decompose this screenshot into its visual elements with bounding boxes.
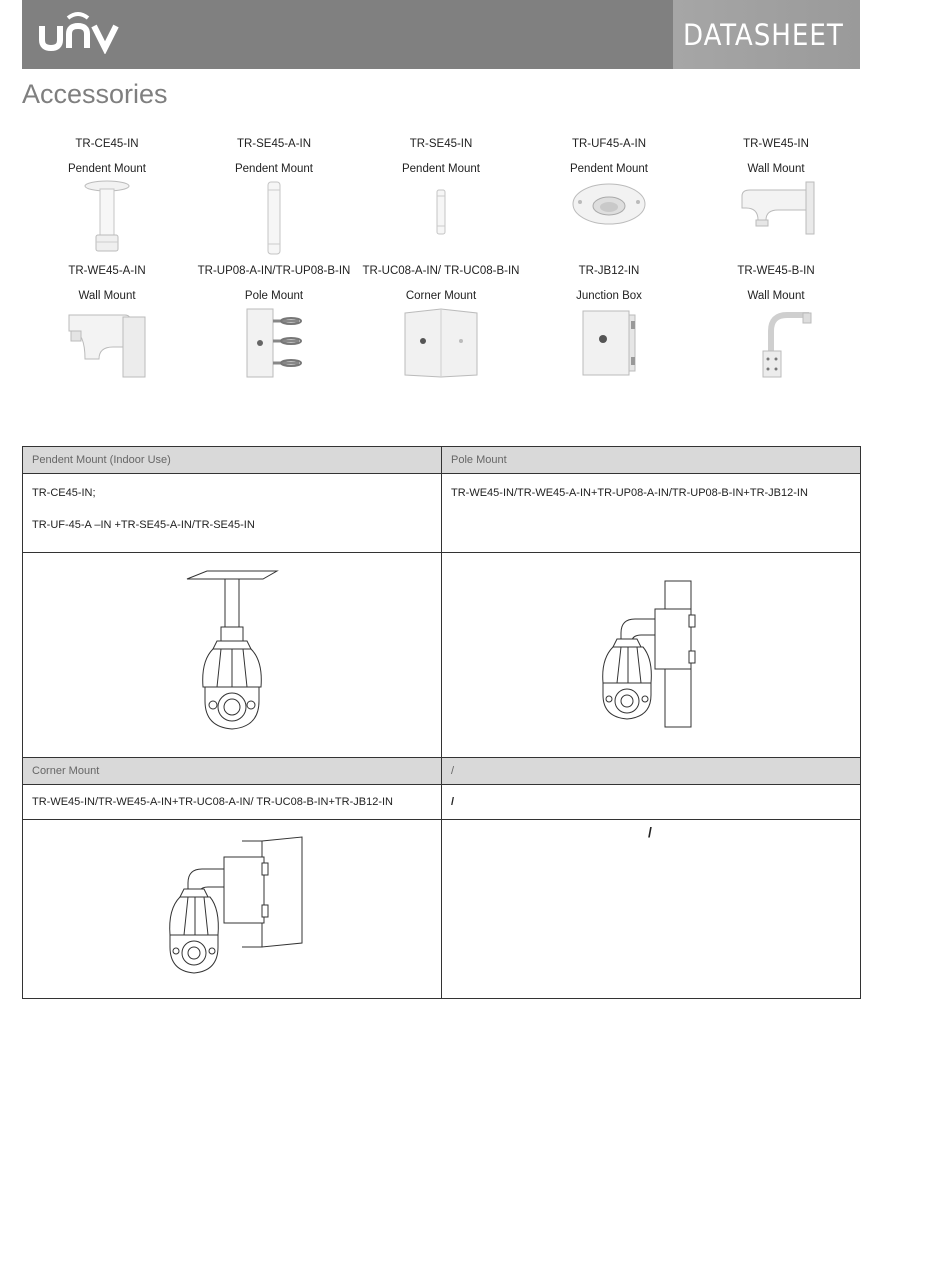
unv-logo <box>38 8 124 54</box>
accessory-type: Wall Mount <box>747 163 805 175</box>
accessory-item <box>691 264 861 379</box>
pole-mount-icon <box>243 307 305 379</box>
accessory-item <box>22 137 192 256</box>
table-header-row <box>23 447 861 474</box>
accessory-item <box>189 137 359 256</box>
accessory-code: TR-UF45-A-IN <box>571 138 647 150</box>
accessory-type: Pendent Mount <box>569 163 648 175</box>
accessory-item <box>189 264 359 379</box>
section-title: Accessories <box>22 79 168 109</box>
gooseneck-wall-mount-icon <box>739 307 813 379</box>
corner-mount-diagram-cell <box>23 820 442 999</box>
pendent-mount-diagram-cell <box>23 553 442 758</box>
pendent-installation-diagram <box>177 569 287 739</box>
accessory-code: TR-WE45-B-IN <box>737 265 815 277</box>
table-row <box>23 474 861 553</box>
empty-diagram-cell <box>442 820 861 999</box>
pendent-mount-models: TR-CE45-IN; TR-UF-45-A –IN +TR-SE45-A-IN/TR-SE45-IN <box>23 474 442 553</box>
empty-models: / <box>442 785 861 820</box>
accessory-code: TR-SE45-IN <box>409 138 473 150</box>
table-row <box>23 785 861 820</box>
accessory-type: Pendent Mount <box>401 163 480 175</box>
table-header-row <box>23 758 861 785</box>
wall-mount-icon <box>736 180 816 236</box>
empty-header: / <box>442 758 861 785</box>
accessory-type: Pole Mount <box>244 290 304 302</box>
accessory-code: TR-WE45-A-IN <box>68 265 146 277</box>
pole-mount-diagram-cell <box>442 553 861 758</box>
corner-mount-icon <box>401 307 481 379</box>
accessory-item <box>524 264 694 379</box>
ceiling-plate-icon <box>570 180 648 230</box>
accessory-code: TR-JB12-IN <box>578 265 640 277</box>
pole-mount-header: Pole Mount <box>442 447 861 474</box>
accessory-item <box>524 137 694 230</box>
accessory-type: Wall Mount <box>78 290 136 302</box>
corner-mount-models: TR-WE45-IN/TR-WE45-A-IN+TR-UC08-A-IN/ TR-UC08-B-IN+TR-JB12-IN <box>23 785 442 820</box>
accessory-type: Wall Mount <box>747 290 805 302</box>
pole-installation-diagram <box>581 579 721 729</box>
accessory-code: TR-WE45-IN <box>743 138 809 150</box>
accessory-item <box>356 264 526 379</box>
accessory-type: Corner Mount <box>405 290 477 302</box>
accessory-code: TR-SE45-A-IN <box>236 138 312 150</box>
corner-installation-diagram <box>152 833 312 983</box>
accessory-code: TR-CE45-IN <box>75 138 139 150</box>
pendent-mount-header: Pendent Mount (Indoor Use) <box>23 447 442 474</box>
accessory-code: TR-UC08-A-IN/ TR-UC08-B-IN <box>362 265 520 277</box>
table-image-row <box>23 820 861 999</box>
header-banner <box>22 0 860 69</box>
pole-mount-models: TR-WE45-IN/TR-WE45-A-IN+TR-UP08-A-IN/TR-UP08-B-IN+TR-JB12-IN <box>442 474 861 553</box>
pendent-pole-long-icon <box>264 180 284 256</box>
accessory-item <box>356 137 526 236</box>
pendent-mount-short-icon <box>82 180 132 256</box>
accessory-code: TR-UP08-A-IN/TR-UP08-B-IN <box>197 265 351 277</box>
datasheet-badge <box>673 0 860 69</box>
accessory-type: Junction Box <box>576 290 642 302</box>
accessory-item <box>22 264 192 379</box>
corner-mount-header: Corner Mount <box>23 758 442 785</box>
empty-diagram-placeholder: / <box>648 824 652 840</box>
pendent-pole-short-icon <box>431 180 451 236</box>
accessory-item <box>691 137 861 236</box>
junction-box-icon <box>579 307 639 379</box>
accessory-type: Pendent Mount <box>234 163 313 175</box>
table-image-row <box>23 553 861 758</box>
wall-mount-large-icon <box>65 307 149 379</box>
accessory-type: Pendent Mount <box>67 163 146 175</box>
datasheet-label: DATASHEET <box>683 18 844 52</box>
installation-table <box>22 446 861 999</box>
